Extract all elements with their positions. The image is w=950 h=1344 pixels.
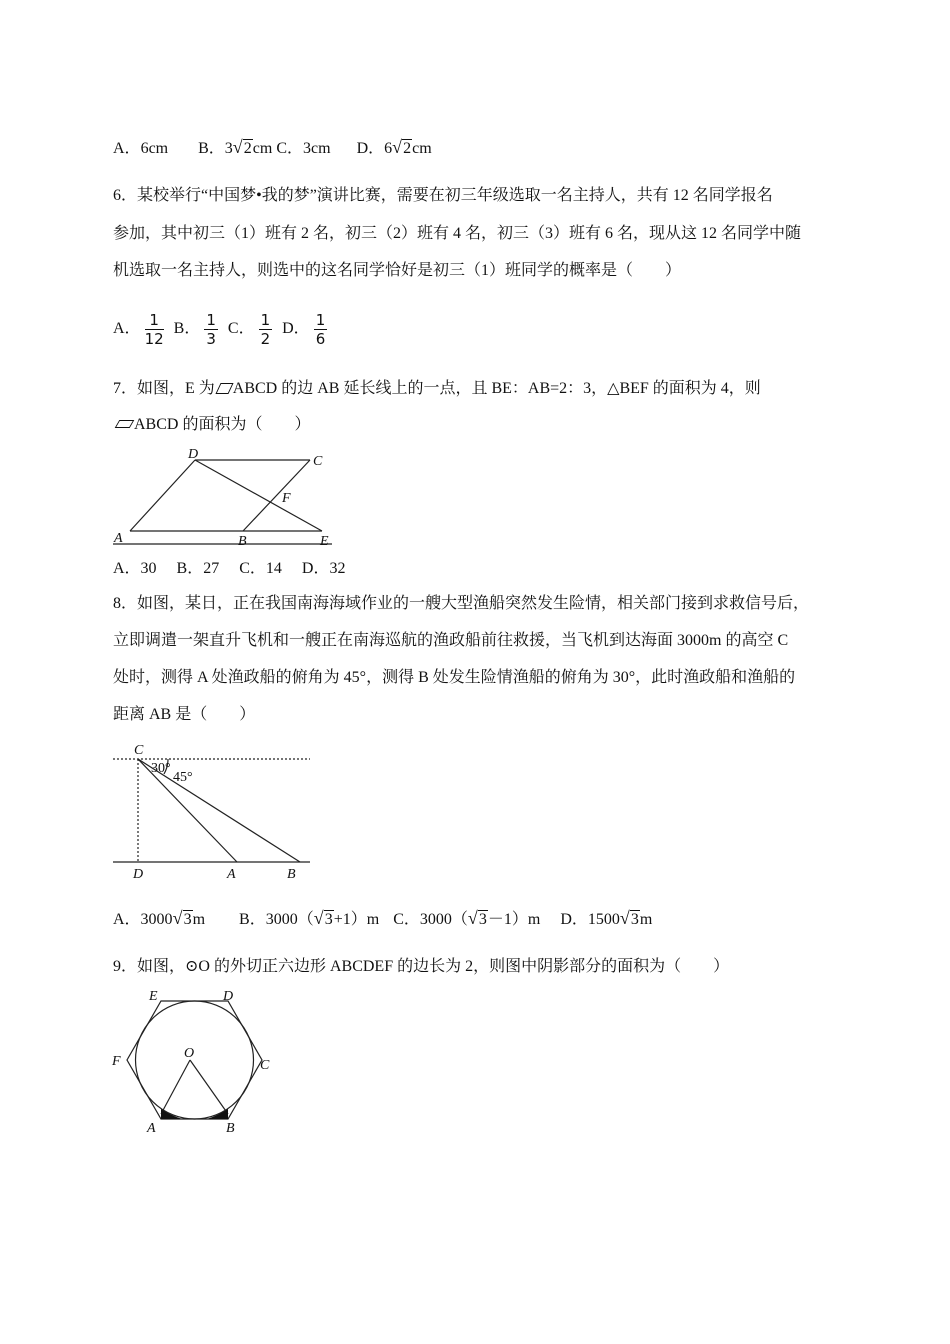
q5-options xyxy=(113,139,432,159)
sqrt-symbol: √ 3 xyxy=(621,910,640,930)
label-c: C xyxy=(260,1058,270,1073)
parallelogram-icon xyxy=(115,420,135,428)
label-d: D xyxy=(133,867,144,882)
label-b: B xyxy=(287,867,296,882)
q8-option-b: B．3000（√ 3+1）m xyxy=(239,911,379,928)
q8-option-d: D．1500√ 3m xyxy=(560,911,652,928)
label-c: C xyxy=(313,454,323,469)
line-de xyxy=(195,460,322,531)
q8-line-1: 8．如图，某日，正在我国南海海域作业的一艘大型渔船突然发生险情，相关部门接到求救信号后， xyxy=(113,595,810,612)
label-a: A xyxy=(114,531,123,546)
q6-options xyxy=(113,309,333,349)
q6-line-2: 参加，其中初三（1）班有 2 名，初三（2）班有 4 名，初三（3）班有 6 名，现从这 12 名同学中随 xyxy=(113,225,802,242)
label-f: F xyxy=(112,1054,121,1069)
q8-figure xyxy=(110,738,315,884)
sqrt-symbol: √ 3 xyxy=(174,910,193,930)
q6-line-3: 机选取一名主持人，则选中的这名同学恰好是初三（1）班同学的概率是（ ） xyxy=(113,262,682,279)
q5-option-d: D．6√ 2cm xyxy=(357,140,432,157)
line-ad xyxy=(130,460,195,531)
hexagon xyxy=(127,1001,262,1119)
q5-option-c: C．3cm xyxy=(276,140,331,157)
q9-line-1: 9．如图，⊙O 的外切正六边形 ABCDEF 的边长为 2，则图中阴影部分的面积为（ ） xyxy=(113,958,730,975)
q6-option-d: D． $\frac{1}{6}$ xyxy=(282,310,326,348)
q5-option-b: B．3√ 2cm xyxy=(198,140,272,157)
sqrt-symbol: √ 2 xyxy=(234,139,253,159)
label-e: E xyxy=(320,534,329,549)
line-ob xyxy=(190,1060,228,1114)
label-b: B xyxy=(238,534,247,549)
label-b: B xyxy=(226,1121,235,1136)
q8-options xyxy=(113,910,652,930)
inscribed-circle xyxy=(136,1001,254,1119)
q8-option-c: C．3000（√ 3－1）m xyxy=(393,911,540,928)
line-oa xyxy=(161,1060,190,1114)
label-angle-45: 45° xyxy=(173,770,193,785)
sqrt-symbol: √ 2 xyxy=(393,139,412,159)
q7-options: A．30 B．27 C．14 D．32 xyxy=(113,560,346,577)
parallelogram-icon xyxy=(215,383,233,394)
sqrt-symbol: √ 3 xyxy=(469,910,488,930)
q7-line-1: 7．如图，E 为 ABCD 的边 AB 延长线上的一点，且 BE：AB=2：3，△BEF 的面积为 4，则 xyxy=(113,380,761,397)
sqrt-symbol: √ 3 xyxy=(315,910,334,930)
q9-figure xyxy=(110,985,280,1137)
label-angle-30: 30° xyxy=(151,761,171,776)
q8-option-a: A．3000√ 3m xyxy=(113,911,205,928)
label-o: O xyxy=(184,1046,195,1061)
label-e: E xyxy=(149,989,158,1004)
label-d: D xyxy=(188,447,199,462)
q7-figure xyxy=(110,444,340,550)
q7-line-2: ABCD 的面积为（ ） xyxy=(113,415,310,435)
label-f: F xyxy=(282,491,291,506)
label-a: A xyxy=(227,867,236,882)
q6-option-b: B． $\frac{1}{3}$ xyxy=(173,310,216,348)
label-c: C xyxy=(134,743,144,758)
line-bc xyxy=(243,460,310,531)
q6-option-a: A． $\frac{1}{12}$ xyxy=(113,310,164,348)
q6-line-1: 6．某校举行“中国梦•我的梦”演讲比赛，需要在初三年级选取一名主持人，共有 12 名同学报名 xyxy=(113,187,773,204)
label-a: A xyxy=(147,1121,156,1136)
q8-line-4: 距离 AB 是（ ） xyxy=(113,706,256,723)
q6-option-c: C． $\frac{1}{2}$ xyxy=(227,310,271,348)
q8-line-2: 立即调遣一架直升飞机和一艘正在南海巡航的渔政船前往救援，当飞机到达海面 3000m 的高空 C xyxy=(113,632,789,649)
label-d: D xyxy=(223,989,234,1004)
q8-line-3: 处时，测得 A 处渔政船的俯角为 45°，测得 B 处发生险情渔船的俯角为 30°，此时渔政船和渔船的 xyxy=(113,669,796,686)
q5-option-a: A．6cm xyxy=(113,140,169,157)
